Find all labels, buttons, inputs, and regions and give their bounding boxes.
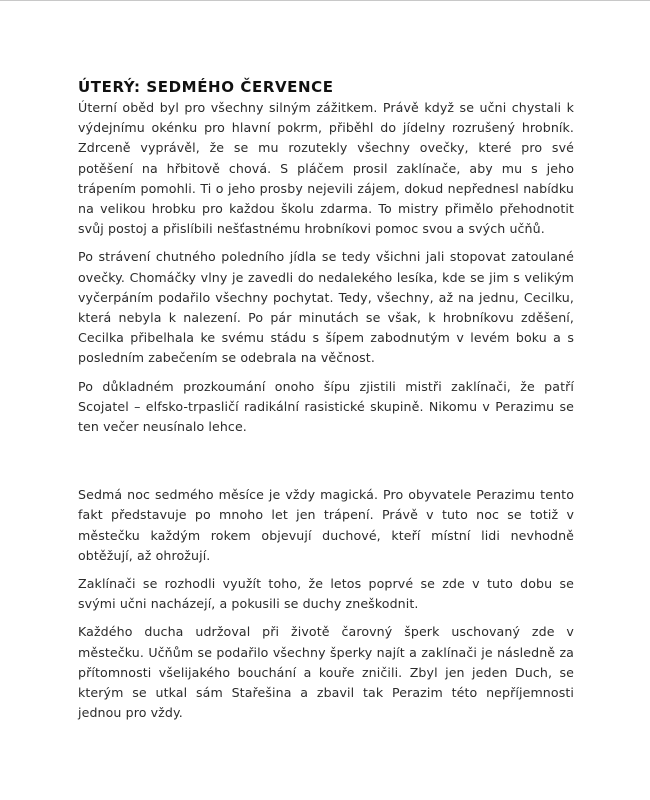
paragraph: Po strávení chutného poledního jídla se tedy všichni jali stopovat zatoulané ovečky. Chomáčky vlny je zavedli do nedalekého lesíka, kde se jim s velikým vyčerpáním podařilo všechny pochytat. Tedy, všechny, až na jednu, Cecilku, která nebyla k nalezení. Po pár minutách se však, k hrobníkovu zděšení, Cecilka přibelhala ke svému stádu s šípem zabodnutým v levém boku a s posledním zabečením se odebrala na věčnost. xyxy=(78,249,574,366)
paragraph: Po důkladném prozkoumání onoho šípu zjistili mistři zaklínači, že patří Scojatel – elfsko-trpasličí radikální rasistické skupině. Nikomu v Perazimu se ten večer neusínalo lehce. xyxy=(78,378,574,435)
paragraph: Úterní oběd byl pro všechny silným zážitkem. Právě když se učni chystali k výdejnímu okénku pro hlavní pokrm, přiběhl do jídelny rozrušený hrobník. Zdrceně vyprávěl, že se mu rozutekly všechny ovečky, které pro své potěšení na hřbitově chová. S pláčem prosil zaklínače, aby mu s jeho trápením pomohli. Ti o jeho prosby nejevili zájem, dokud nepřednesl nabídku na velikou hrobku pro každou školu zdarma. To mistry přimělo přehodnotit svůj postoj a přislíbili nešťastnému hrobníkovi pomoc svou a svých učňů. xyxy=(78,100,574,237)
paragraph: Sedmá noc sedmého měsíce je vždy magická. Pro obyvatele Perazimu tento fakt představuje po mnoho let jen trápení. Právě v tuto noc se totiž v městečku každým rokem objevují duchové, kteří místní lidi nevhodně obtěžují, až ohrožují. xyxy=(78,487,574,563)
section-spacer xyxy=(78,445,574,485)
paragraph: Každého ducha udržoval při životě čarovný šperk uschovaný zde v městečku. Učňům se podařilo všechny šperky najít a zaklínači je následně za přítomnosti všelijakého bouchání a kouře zničili. Zbyl jen jeden Duch, se kterým se utkal sám Stařešina a zbavil tak Perazim této nepříjemnosti jednou pro vždy. xyxy=(78,624,574,721)
section-tuesday-events xyxy=(78,98,574,437)
document-page xyxy=(78,77,574,731)
section-heading: ÚTERÝ: SEDMÉHO ČERVENCE xyxy=(78,78,334,96)
section-seventh-night xyxy=(78,485,574,723)
paragraph: Zaklínači se rozhodli využít toho, že letos poprvé se zde v tuto dobu se svými učni nacházejí, a pokusili se duchy zneškodnit. xyxy=(78,576,574,612)
